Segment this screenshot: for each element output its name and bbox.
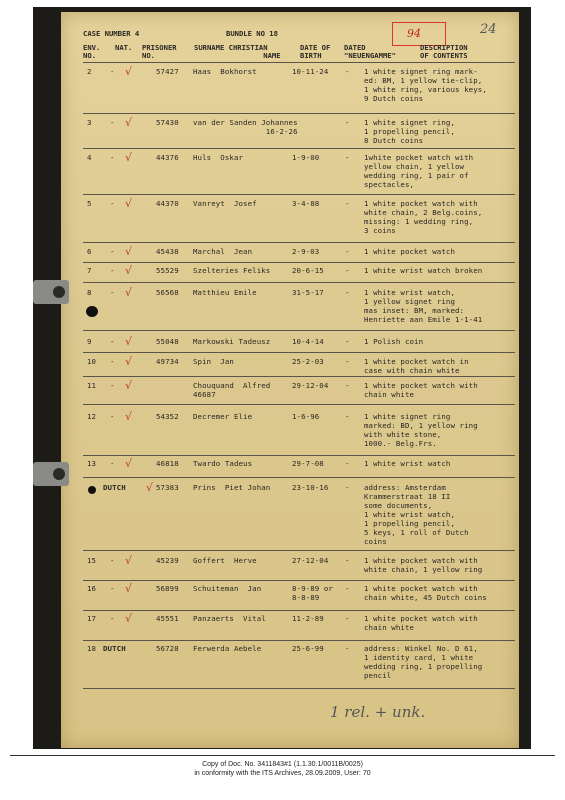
dated-neuengamme: - [345, 337, 350, 346]
prisoner-name: van der Sanden Johannes 16-2-26 [193, 118, 298, 136]
nationality: - [110, 288, 115, 297]
prisoner-name: Decremer Elie [193, 412, 253, 421]
env-number: 4 [87, 153, 92, 162]
stamp-number: 94 [407, 27, 421, 40]
prisoner-number: 44376 [156, 153, 179, 162]
description-of-contents: 1 white signet ring marked: BD, 1 yellow ring with white stone, 1000.- Belg.Frs. [364, 412, 478, 448]
dated-neuengamme: - [345, 483, 350, 492]
prisoner-name: Spin Jan [193, 357, 234, 366]
row-divider [83, 455, 515, 456]
prisoner-number: 46818 [156, 459, 179, 468]
env-number: 2 [87, 67, 92, 76]
row-divider [83, 352, 515, 353]
row-divider [83, 282, 515, 283]
nationality: - [110, 118, 115, 127]
red-check-mark-icon: √ [125, 151, 133, 164]
prisoner-name: Huls Oskar [193, 153, 244, 162]
prisoner-name: Szelteries Feliks [193, 266, 271, 275]
description-of-contents: 1 white pocket watch in case with chain white [364, 357, 469, 375]
prisoner-number: 49734 [156, 357, 179, 366]
description-of-contents: 1 white wrist watch, 1 yellow signet ring mas inset: BM, marked: Henriette aan Emile 1-1-41 [364, 288, 483, 324]
row-divider [83, 194, 515, 195]
red-check-mark-icon: √ [125, 554, 133, 567]
description-of-contents: 1white pocket watch with yellow chain, 1 yellow wedding ring, 1 pair of spectacles, [364, 153, 474, 189]
description-of-contents: 1 white pocket watch [364, 247, 455, 256]
nationality: DUTCH [103, 644, 126, 653]
bundle-number: BUNDLE NO 18 [226, 29, 278, 38]
red-check-mark-icon: √ [125, 245, 133, 258]
row-divider [83, 640, 515, 641]
prisoner-number: 54352 [156, 412, 179, 421]
date-of-birth: 8-9-89 or 8-8-89 [292, 584, 333, 602]
nationality: - [110, 459, 115, 468]
dated-neuengamme: - [345, 556, 350, 565]
prisoner-name: Prins Piet Johan [193, 483, 271, 492]
red-check-mark-icon: √ [125, 612, 133, 625]
date-of-birth: 29-12-04 [292, 381, 329, 390]
date-of-birth: 25-2-03 [292, 357, 324, 366]
prisoner-name: Goffert Herve [193, 556, 257, 565]
prisoner-number: 56568 [156, 288, 179, 297]
description-of-contents: 1 white pocket watch with white chain, 2 Belg.coins, missing: 1 wedding ring, 3 coins [364, 199, 483, 235]
date-of-birth: 2-9-03 [292, 247, 320, 256]
case-number: CASE NUMBER 4 [83, 29, 140, 38]
dated-neuengamme: - [345, 412, 350, 421]
row-divider [83, 376, 515, 377]
prisoner-number: 44370 [156, 199, 179, 208]
nationality: - [110, 337, 115, 346]
description-of-contents: 1 white wrist watch broken [364, 266, 483, 275]
row-divider [83, 688, 515, 689]
row-divider [83, 113, 515, 114]
red-check-mark-icon: √ [146, 481, 154, 494]
column-header-dob: DATE OF BIRTH [300, 43, 331, 60]
punch-hole-lower [33, 462, 69, 486]
column-header-env: ENV. NO. [83, 43, 101, 60]
prisoner-name: Chouquand Alfred 46687 [193, 381, 271, 399]
date-of-birth: 20-6-15 [292, 266, 324, 275]
row-divider [83, 148, 515, 149]
prisoner-name: Ferwerda Aebele [193, 644, 262, 653]
description-of-contents: 1 white signet ring mark- ed: BM, 1 yellow tie-clip, 1 white ring, various keys, 9 Dutch coins [364, 67, 487, 103]
ink-blot [86, 306, 98, 317]
prisoner-number: 55048 [156, 337, 179, 346]
prisoner-number: 57430 [156, 118, 179, 127]
nationality: - [110, 67, 115, 76]
env-number: 12 [87, 412, 97, 421]
prisoner-name: Haas Bokhorst [193, 67, 257, 76]
ink-blot [88, 486, 96, 494]
punch-hole-upper [33, 280, 69, 304]
env-number: 9 [87, 337, 92, 346]
dated-neuengamme: - [345, 614, 350, 623]
date-of-birth: 1-9-00 [292, 153, 320, 162]
prisoner-name: Schuiteman Jan [193, 584, 262, 593]
prisoner-number: 57383 [156, 483, 179, 492]
dated-neuengamme: - [345, 644, 350, 653]
prisoner-name: Markowski Tadeusz [193, 337, 271, 346]
date-of-birth: 23-10-16 [292, 483, 329, 492]
dated-neuengamme: - [345, 118, 350, 127]
env-number: 15 [87, 556, 97, 565]
footer-conformity-line: in conformity with the ITS Archives, 28.09.2009, User: 70 [194, 770, 371, 777]
column-header-description: DESCRIPTION OF CONTENTS [420, 43, 468, 60]
row-divider [83, 262, 515, 263]
row-divider [83, 330, 515, 331]
dated-neuengamme: - [345, 357, 350, 366]
dated-neuengamme: - [345, 199, 350, 208]
red-check-mark-icon: √ [125, 65, 133, 78]
dated-neuengamme: - [345, 288, 350, 297]
prisoner-name: Matthieu Emile [193, 288, 257, 297]
column-header-nat: NAT. [115, 43, 133, 52]
red-check-mark-icon: √ [125, 355, 133, 368]
env-number: 10 [87, 357, 97, 366]
dated-neuengamme: - [345, 584, 350, 593]
env-number: 7 [87, 266, 92, 275]
red-check-mark-icon: √ [125, 335, 133, 348]
red-check-mark-icon: √ [125, 286, 133, 299]
description-of-contents: 1 white wrist watch [364, 459, 451, 468]
description-of-contents: 1 white pocket watch with chain white [364, 614, 478, 632]
description-of-contents: 1 Polish coin [364, 337, 424, 346]
row-divider [83, 62, 515, 63]
red-check-mark-icon: √ [125, 410, 133, 423]
env-number: 3 [87, 118, 92, 127]
dated-neuengamme: - [345, 381, 350, 390]
footer-rule [10, 755, 555, 756]
env-number: 16 [87, 584, 97, 593]
date-of-birth: 1-6-96 [292, 412, 320, 421]
nationality: - [110, 614, 115, 623]
nationality: - [110, 247, 115, 256]
red-check-mark-icon: √ [125, 197, 133, 210]
nationality: - [110, 266, 115, 275]
env-number: 11 [87, 381, 97, 390]
env-number: 17 [87, 614, 97, 623]
date-of-birth: 10-11-24 [292, 67, 329, 76]
env-number: 18 [87, 644, 97, 653]
prisoner-name: Panzaerts Vital [193, 614, 266, 623]
nationality: - [110, 412, 115, 421]
row-divider [83, 610, 515, 611]
nationality: - [110, 153, 115, 162]
row-divider [83, 550, 515, 551]
prisoner-name: Twardo Tadeus [193, 459, 253, 468]
prisoner-number: 56899 [156, 584, 179, 593]
env-number: 6 [87, 247, 92, 256]
column-header-dated: DATED "NEUENGAMME" [344, 43, 396, 60]
dated-neuengamme: - [345, 153, 350, 162]
date-of-birth: 29-7-08 [292, 459, 324, 468]
row-divider [83, 404, 515, 405]
env-number: 5 [87, 199, 92, 208]
description-of-contents: address: Amsterdam Krammerstraat 18 II some documents, 1 white wrist watch, 1 propelling pencil, 5 keys, 1 roll of Dutch coins [364, 483, 469, 546]
dated-neuengamme: - [345, 459, 350, 468]
prisoner-number: 45551 [156, 614, 179, 623]
prisoner-number: 45438 [156, 247, 179, 256]
row-divider [83, 580, 515, 581]
date-of-birth: 27-12-04 [292, 556, 329, 565]
date-of-birth: 11-2-89 [292, 614, 324, 623]
prisoner-name: Marchal Jean [193, 247, 253, 256]
prisoner-name: Vanreyt Josef [193, 199, 257, 208]
prisoner-number: 45239 [156, 556, 179, 565]
date-of-birth: 3-4-88 [292, 199, 320, 208]
dated-neuengamme: - [345, 67, 350, 76]
row-divider [83, 242, 515, 243]
column-header-name: SURNAME CHRISTIAN NAME [194, 43, 281, 60]
dated-neuengamme: - [345, 247, 350, 256]
env-number: 13 [87, 459, 97, 468]
red-check-mark-icon: √ [125, 264, 133, 277]
red-check-mark-icon: √ [125, 582, 133, 595]
prisoner-number: 55529 [156, 266, 179, 275]
nationality: DUTCH [103, 483, 126, 492]
column-header-prisoner: PRISONER NO. [142, 43, 177, 60]
date-of-birth: 25-6-99 [292, 644, 324, 653]
red-check-mark-icon: √ [125, 379, 133, 392]
footer-copy-line: Copy of Doc. No. 3411843#1 (1.1.30.1/0011B/0025) [202, 761, 363, 768]
nationality: - [110, 556, 115, 565]
description-of-contents: 1 white pocket watch with white chain, 1 yellow ring [364, 556, 483, 574]
date-of-birth: 31-5-17 [292, 288, 324, 297]
prisoner-number: 56728 [156, 644, 179, 653]
nationality: - [110, 357, 115, 366]
nationality: - [110, 584, 115, 593]
nationality: - [110, 381, 115, 390]
red-check-mark-icon: √ [125, 457, 133, 470]
description-of-contents: 1 white signet ring, 1 propelling pencil, 8 Dutch coins [364, 118, 455, 145]
pencil-page-number: 24 [480, 22, 497, 37]
pencil-annotation: 1 rel. + unk. [330, 703, 426, 721]
prisoner-number: 57427 [156, 67, 179, 76]
red-check-mark-icon: √ [125, 116, 133, 129]
row-divider [83, 477, 515, 478]
description-of-contents: 1 white pocket watch with chain white [364, 381, 478, 399]
description-of-contents: address: Winkel No. D 61, 1 identity card, 1 white wedding ring, 1 propelling pencil [364, 644, 483, 680]
dated-neuengamme: - [345, 266, 350, 275]
nationality: - [110, 199, 115, 208]
description-of-contents: 1 white pocket watch with chain white, 45 Dutch coins [364, 584, 487, 602]
date-of-birth: 10-4-14 [292, 337, 324, 346]
env-number: 8 [87, 288, 92, 297]
